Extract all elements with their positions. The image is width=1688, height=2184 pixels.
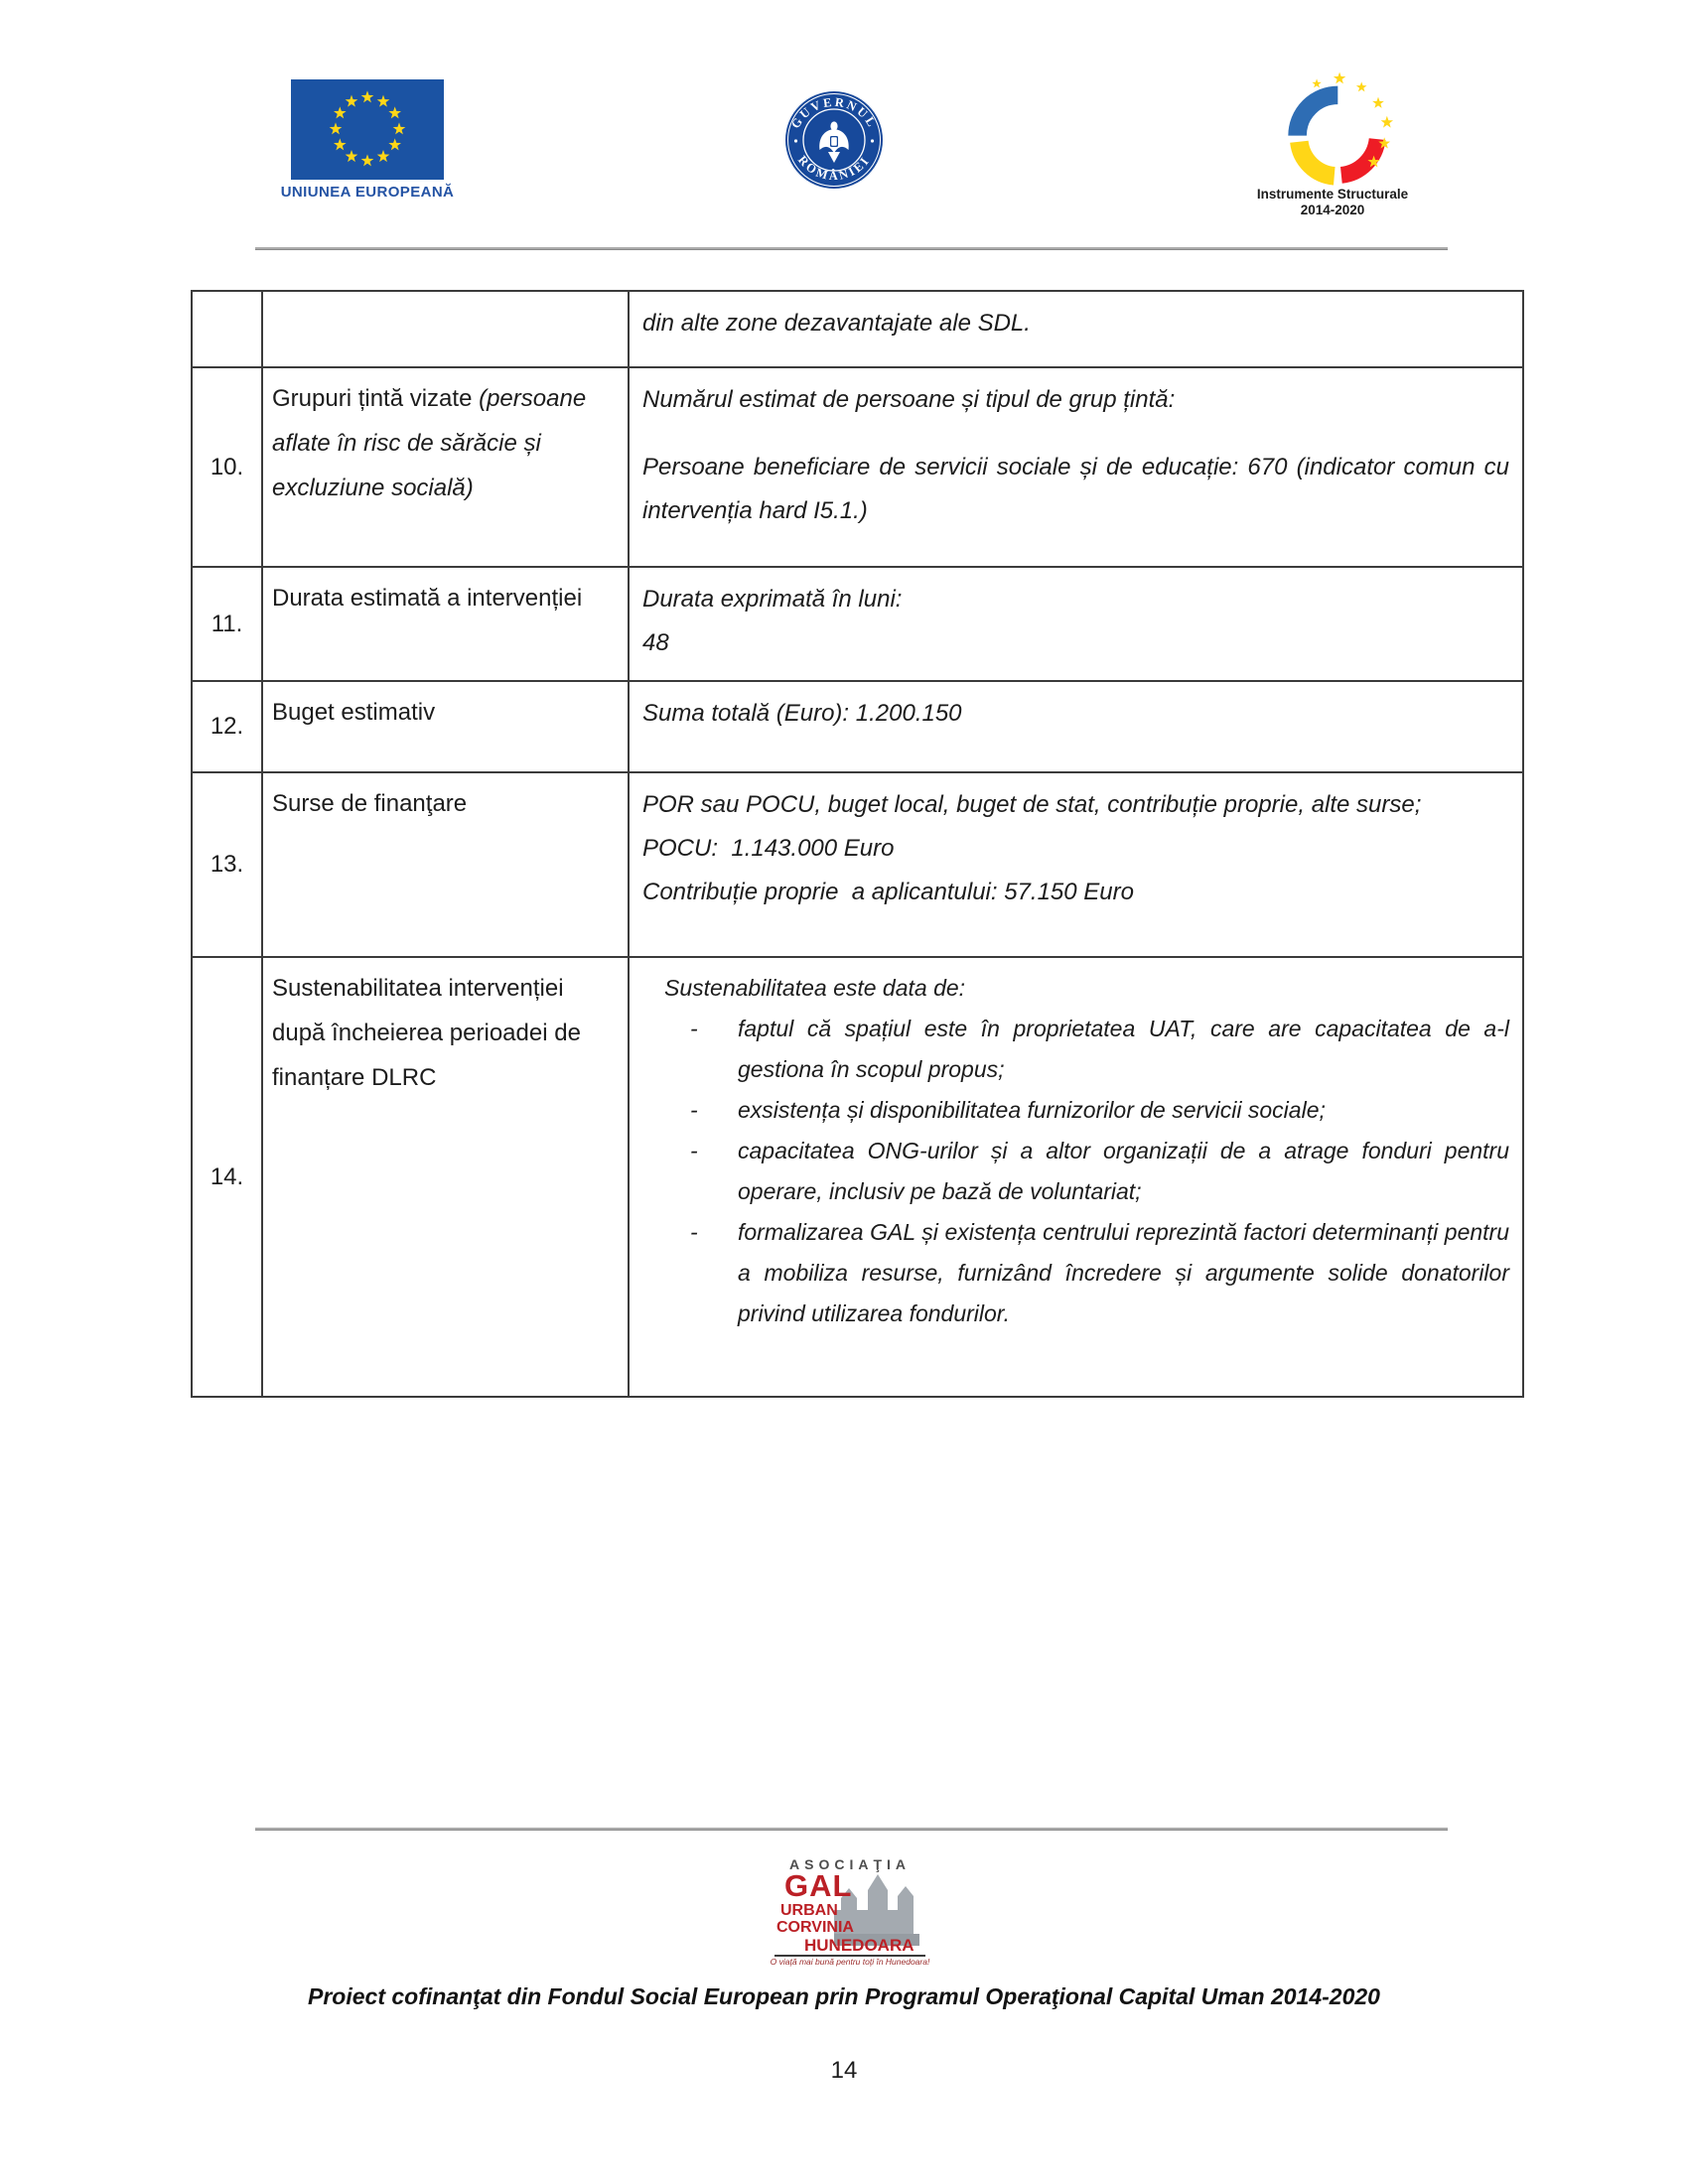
intervention-details-table — [191, 290, 1524, 1398]
content-line: din alte zone dezavantajate ale SDL. — [642, 310, 1031, 337]
sustainability-bullet-list — [642, 1009, 1509, 1334]
row-continuation-label-cell — [263, 292, 630, 368]
sustainability-bullet — [690, 1212, 1509, 1334]
row-10-number-cell — [193, 368, 263, 568]
row-10-content-cell — [630, 368, 1522, 568]
content-paragraph: POR sau POCU, buget local, buget de stat, contribuție proprie, alte surse; — [642, 791, 1422, 818]
row-14-label-cell — [263, 958, 630, 1396]
row-label: Sustenabilitatea intervenției după încheierea perioadei de finanțare DLRC — [272, 975, 581, 1091]
cofinancing-credit-line: Proiect cofinanţat din Fondul Social European prin Programul Operaţional Capital Uman 2014-2020 — [308, 1983, 1380, 2009]
gal-logo-hunedoara: HUNEDOARA — [804, 1936, 914, 1955]
footer-divider-line — [255, 1828, 1448, 1831]
row-number: 11. — [211, 610, 243, 637]
row-12-label-cell — [263, 682, 630, 773]
row-continuation-number-cell — [193, 292, 263, 368]
gal-logo-urban: URBAN — [780, 1902, 838, 1919]
gal-logo-gal: GAL — [784, 1868, 853, 1903]
content-line: Numărul estimat de persoane și tipul de grup țintă: — [642, 386, 1176, 413]
bullet-text: exsistența și disponibilitatea furnizorilor de servicii sociale; — [738, 1097, 1326, 1123]
row-continuation-content-cell — [630, 292, 1522, 368]
row-label: Buget estimativ — [272, 699, 436, 726]
row-label: Durata estimată a intervenției — [272, 585, 583, 612]
seal-arc-bottom-text: ROMÂNIEI — [794, 153, 873, 184]
row-number: 12. — [210, 713, 244, 740]
structural-caption-line2: 2014-2020 — [1300, 203, 1365, 217]
sustainability-bullet — [690, 1131, 1509, 1212]
row-13-label-cell — [263, 773, 630, 958]
row-13-content-cell — [630, 773, 1522, 958]
romania-government-seal-icon — [784, 90, 884, 190]
eu-flag-caption: UNIUNEA EUROPEANĂ — [280, 184, 455, 201]
sustainability-bullet — [690, 1009, 1509, 1090]
bullet-text: formalizarea GAL și existența centrului reprezintă factori determinanți pentru a mobiliza resurse, furnizând încredere și argumente solide donatorilor privind utilizarea fondurilor. — [738, 1219, 1509, 1326]
structural-caption-line1: Instrumente Structurale — [1256, 187, 1409, 202]
gal-logo-corvinia: CORVINIA — [776, 1919, 854, 1936]
content-line: Durata exprimată în luni: — [642, 586, 903, 613]
row-11-label-cell — [263, 568, 630, 682]
row-label: Grupuri țintă vizate — [272, 385, 473, 412]
bullet-dash: - — [690, 1138, 698, 1163]
content-line: 48 — [642, 629, 669, 656]
row-number: 14. — [210, 1162, 244, 1190]
row-14-content-cell — [630, 958, 1522, 1396]
header-divider-line — [255, 247, 1448, 250]
sustainability-bullet — [690, 1090, 1509, 1131]
row-10-label-cell — [263, 368, 630, 568]
row-12-number-cell — [193, 682, 263, 773]
gal-logo-tagline: O viaţă mai bună pentru toţi în Hunedoara! — [770, 1957, 930, 1967]
bullet-text: capacitatea ONG-urilor și a altor organizații de a atrage fonduri pentru operare, inclusiv pe bază de voluntariat; — [738, 1138, 1509, 1204]
row-number: 13. — [210, 851, 244, 878]
gal-logo-asociatia: ASOCIAŢIA — [789, 1856, 911, 1872]
instrumente-structurale-icon — [1253, 71, 1412, 186]
page-number: 14 — [830, 2057, 858, 2084]
sustainability-intro: Sustenabilitatea este data de: — [664, 975, 966, 1001]
bullet-dash: - — [690, 1097, 698, 1123]
row-label: Surse de finanţare — [272, 790, 468, 817]
row-12-content-cell — [630, 682, 1522, 773]
row-11-number-cell — [193, 568, 263, 682]
gal-association-logo — [770, 1852, 930, 1967]
content-line: Suma totală (Euro): 1.200.150 — [642, 700, 962, 727]
bullet-dash: - — [690, 1219, 698, 1245]
row-11-content-cell — [630, 568, 1522, 682]
row-number: 10. — [210, 453, 244, 480]
eu-flag-icon — [291, 79, 444, 180]
bullet-text: faptul că spațiul este în proprietatea UAT, care are capacitatea de a-l gestiona în scopul propus; — [738, 1016, 1509, 1082]
row-label-note: (persoane aflate în risc de sărăcie și excluziune socială) — [272, 385, 587, 501]
content-paragraph: Persoane beneficiare de servicii sociale și de educație: 670 (indicator comun cu intervenția hard I5.1.) — [642, 454, 1509, 524]
bullet-dash: - — [690, 1016, 698, 1041]
row-14-number-cell — [193, 958, 263, 1396]
row-13-number-cell — [193, 773, 263, 958]
content-line: POCU: 1.143.000 Euro — [642, 835, 895, 862]
content-line: Contribuție proprie a aplicantului: 57.150 Euro — [642, 879, 1134, 905]
seal-arc-top-text: GUVERNUL — [787, 94, 881, 131]
structural-instruments-caption — [1233, 187, 1432, 218]
